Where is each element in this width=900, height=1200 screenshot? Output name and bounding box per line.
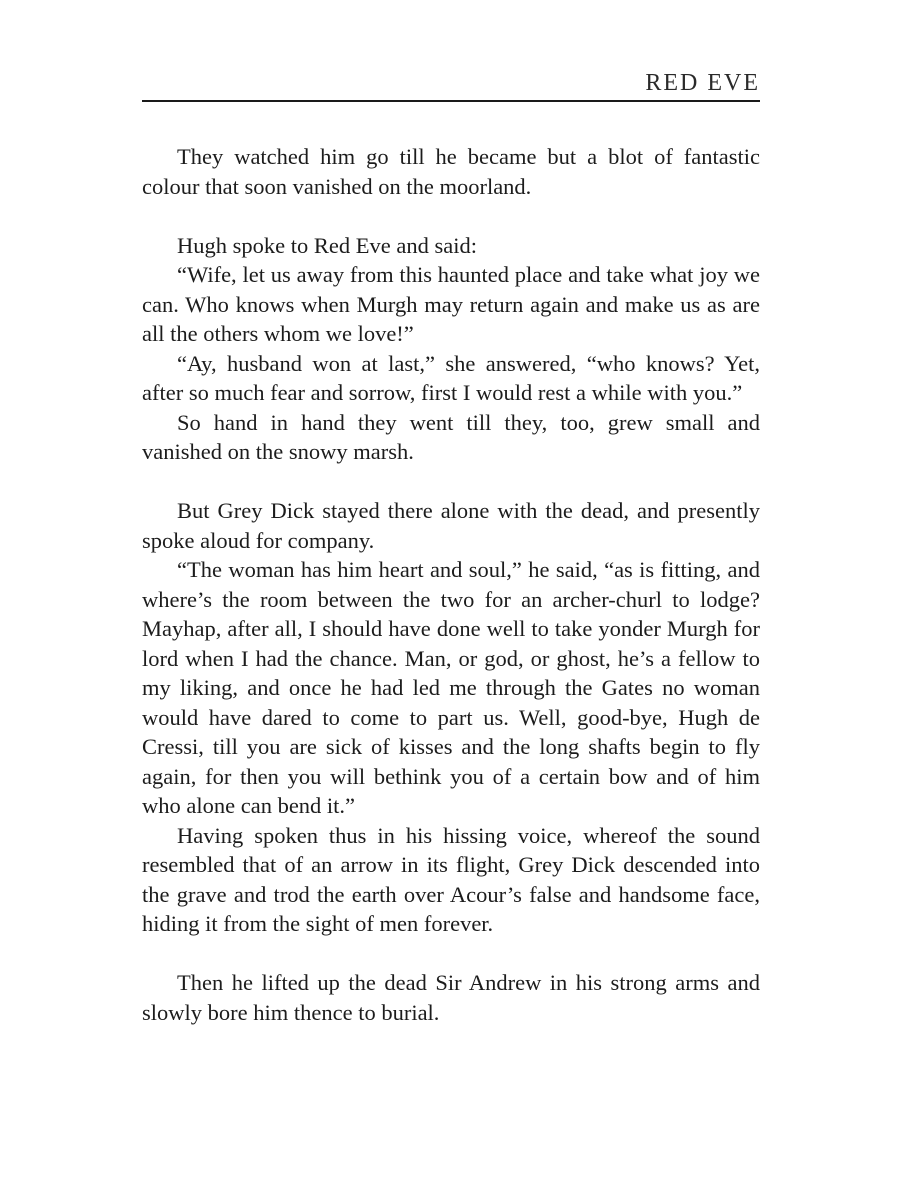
header-rule	[142, 100, 760, 102]
paragraph: Having spoken thus in his hissing voice, whereof the sound resembled that of an arrow in its flight, Grey Dick descended into the grave and trod the earth over Acour’s false and handsome face, hiding it from the sight of men forever.	[142, 822, 760, 936]
paragraph: Then he lifted up the dead Sir Andrew in his strong arms and slowly bore him thence to burial.	[142, 970, 760, 1025]
paragraph: Hugh spoke to Red Eve and said:	[177, 232, 477, 258]
body-text	[142, 142, 760, 1027]
paragraph: They watched him go till he became but a blot of fantastic colour that soon vanished on the moorland.	[142, 144, 760, 199]
paragraph: So hand in hand they went till they, too, grew small and vanished on the snowy marsh.	[142, 409, 760, 464]
paragraph: “Wife, let us away from this haunted place and take what joy we can. Who knows when Murgh may return again and make us as are all the others whom we love!”	[142, 262, 760, 346]
paragraph: “Ay, husband won at last,” she answered, “who knows? Yet, after so much fear and sorrow, first I would rest a while with you.”	[142, 350, 760, 405]
paragraph: “The woman has him heart and soul,” he said, “as is fitting, and where’s the room between the two for an archer-churl to lodge? Mayhap, after all, I should have done well to take yonder Murgh for lord when I had the chance. Man, or god, or ghost, he’s a fellow to my liking, and once he had led me through the Gates no woman would have dared to come to part us. Well, good-bye, Hugh de Cressi, till you are sick of kisses and the long shafts begin to fly again, for then you will bethink you of a certain bow and of him who alone can bend it.”	[142, 557, 760, 818]
running-head: RED EVE	[645, 70, 760, 96]
paragraph: But Grey Dick stayed there alone with the dead, and presently spoke aloud for company.	[142, 498, 760, 553]
